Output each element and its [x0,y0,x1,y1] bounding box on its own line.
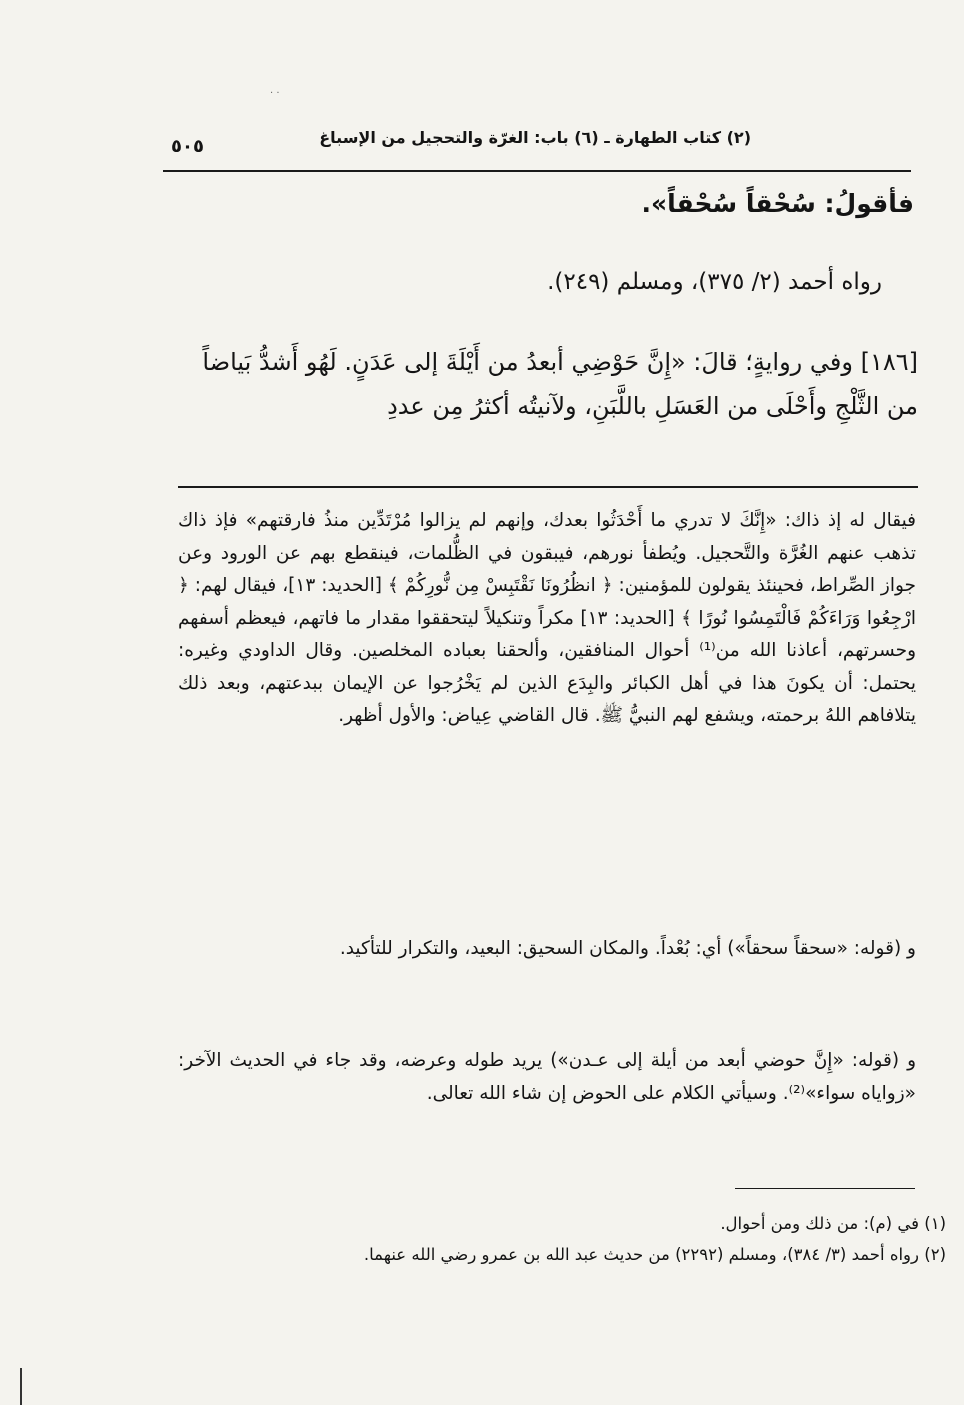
section-divider [178,486,918,488]
footnote-2: (٢) رواه أحمد (٣/ ٣٨٤)، ومسلم (٢٢٩٢) من حديث عبد الله بن عمرو رضي الله عنهما. [363,1245,946,1264]
header-title: (٢) كتاب الطهارة ـ (٦) باب: الغرّة والتحجيل من الإسباغ [319,128,751,147]
scan-margin-line [20,1368,22,1405]
scan-specks: · · [270,88,280,99]
footnotes [186,1208,946,1270]
commentary-paragraph-b: و (قوله: «إِنَّ حوضي أبعد من أيلة إلى عـدن») يريد طوله وعرضه، وقد جاء في الحديث الآخر: «زواياه سواء»⁽²⁾. وسيأتي الكلام على الحوض إن شاء الله تعالى. [178,1050,916,1104]
footnote-1: (١) في (م): من ذلك ومن أحوال. [720,1214,946,1233]
main-text-line-1: فأقولُ: سُحْقاً سُحْقاً». [641,189,914,218]
commentary-text: فيقال له إذ ذاك: «إِنَّكَ لا تدري ما أَحْدَثُوا بعدك، وإنهم لم يزالوا مُرْتَدِّين منذُ فارقتهم» فإذ ذاك تذهب عنهم الغُرَّة والتَّحجيل. ويُطفأ نورهم، فيبقون في الظُّلمات، فينقطع بهم عن الورود وعن جواز الصِّراط، فحينئذ يقولون للمؤمنين: ﴿ انظُرُونَا نَقْتَبِسْ مِن نُّورِكُمْ ﴾ [الحديد: ١٣]، فيقال لهم: ﴿ ارْجِعُوا وَرَاءَكُمْ فَالْتَمِسُوا نُورًا ﴾ [الحديد: ١٣] مكراً وتنكيلاً ليتحققوا مقدار ما فاتهم، فيعظم أسفهم وحسرتهم، أعاذنا الله من⁽¹⁾ أحوال المنافقين، وألحقنا بعباده المخلصين. وقال الداودي وغيره: يحتمل: أن يكونَ هذا في أهل الكبائر والبِدَع الذين لم يَخْرُجوا عن الإيمان ببدعتهم، وبعد ذلك يتلافاهم اللهُ برحمته، ويشفع لهم النبيُّ ﷺ. قال القاضي عِياض: والأول أظهر. [178,510,916,726]
commentary-paragraph-a: و (قوله: «سحقاً سحقاً») أي: بُعْداً. والمكان السحيق: البعيد، والتكرار للتأكيد. [339,938,916,959]
running-header [163,122,911,172]
footnote-divider [735,1188,915,1189]
page-number: ٥٠٥ [171,136,204,157]
main-text-hadith: [١٨٦] وفي روايةٍ؛ قالَ: «إِنَّ حَوْضِي أبعدُ من أَيْلَةَ إلى عَدَنٍ. لَهُو أَشدُّ بَياضاً من الثَّلْجِ وأَحْلَى من العَسَلِ باللَّبَنِ، ولآنيتُه أكثرُ مِن عددِ [202,348,918,420]
main-text-citation: رواه أحمد (٢/ ٣٧٥)، ومسلم (٢٤٩). [547,269,882,295]
